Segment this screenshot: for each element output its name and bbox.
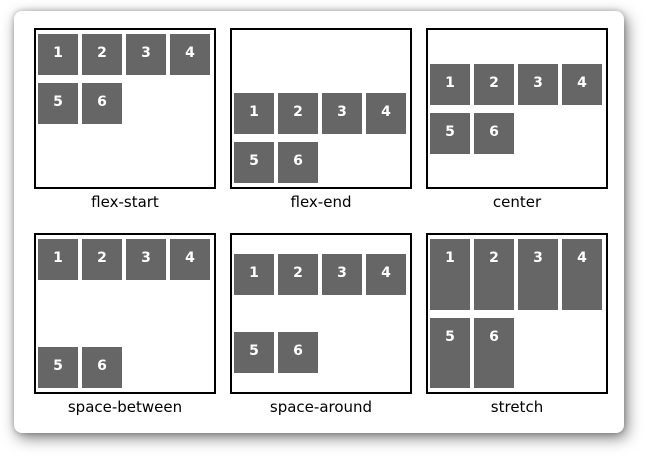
- flex-item: 5: [234, 332, 274, 373]
- flex-item: 3: [518, 239, 558, 310]
- flex-container-space-between: [34, 233, 216, 394]
- align-content-demo-card: [14, 11, 624, 433]
- flex-item: 1: [234, 254, 274, 295]
- flex-item: 1: [38, 239, 78, 280]
- flex-item: 1: [38, 34, 78, 75]
- flex-item: 3: [126, 34, 166, 75]
- flex-item: 6: [474, 113, 514, 154]
- panel-cell-flex-start: [34, 28, 216, 212]
- flex-item: 1: [234, 93, 274, 134]
- flex-item: 2: [82, 34, 122, 75]
- flex-item: 1: [430, 239, 470, 310]
- panel-cell-center: [426, 28, 608, 212]
- panel-cell-flex-end: [230, 28, 412, 212]
- flex-item: 6: [82, 83, 122, 124]
- panel-label: stretch: [490, 398, 544, 416]
- flex-item: 5: [38, 83, 78, 124]
- flex-container-space-around: [230, 233, 412, 394]
- flex-item: 5: [38, 347, 78, 388]
- panel-label: flex-start: [91, 193, 159, 211]
- flex-item: 5: [430, 318, 470, 389]
- panel-label: space-around: [269, 398, 373, 416]
- flex-item: 3: [518, 64, 558, 105]
- flex-item: 4: [170, 34, 210, 75]
- panel-label: space-between: [67, 398, 183, 416]
- flex-item: 5: [234, 142, 274, 183]
- panel-cell-space-between: [34, 233, 216, 417]
- flex-item: 4: [562, 64, 602, 105]
- flex-item: 2: [82, 239, 122, 280]
- flex-item: 4: [562, 239, 602, 310]
- flex-item: 4: [170, 239, 210, 280]
- flex-item: 4: [366, 254, 406, 295]
- flex-item: 5: [430, 113, 470, 154]
- flex-item: 6: [474, 318, 514, 389]
- flex-item: 2: [278, 254, 318, 295]
- flex-item: 6: [278, 332, 318, 373]
- panel-label: center: [492, 193, 542, 211]
- flex-item: 2: [474, 64, 514, 105]
- flex-container-flex-end: [230, 28, 412, 189]
- flex-item: 6: [82, 347, 122, 388]
- flex-item: 1: [430, 64, 470, 105]
- panel-label: flex-end: [290, 193, 352, 211]
- flex-item: 3: [322, 254, 362, 295]
- panel-cell-space-around: [230, 233, 412, 417]
- flex-item: 6: [278, 142, 318, 183]
- flex-container-center: [426, 28, 608, 189]
- panel-grid: [34, 28, 612, 417]
- flex-item: 3: [322, 93, 362, 134]
- flex-item: 4: [366, 93, 406, 134]
- flex-container-stretch: [426, 233, 608, 394]
- panel-cell-stretch: [426, 233, 608, 417]
- flex-item: 3: [126, 239, 166, 280]
- flex-item: 2: [474, 239, 514, 310]
- flex-item: 2: [278, 93, 318, 134]
- flex-container-flex-start: [34, 28, 216, 189]
